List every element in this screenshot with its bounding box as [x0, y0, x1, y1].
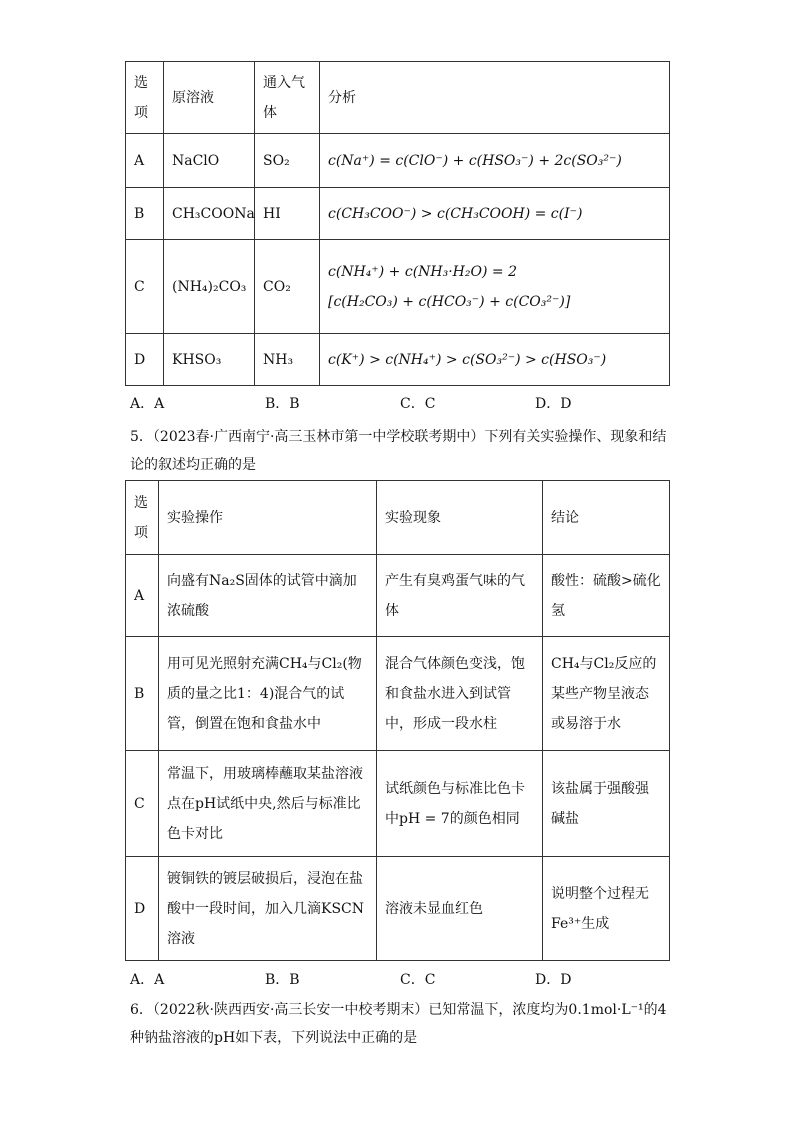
table-header-row: [126, 62, 670, 134]
phenomenon-cell: 溶液未显血红色: [377, 857, 543, 961]
answer-choice-a[interactable]: A．A: [130, 396, 165, 412]
operation-cell: 用可见光照射充满CH₄与Cl₂(物质的量之比1：4)混合气的试管，倒置在饱和食盐水中: [159, 637, 377, 751]
table-row: [126, 188, 670, 240]
option-label: B: [126, 637, 159, 751]
table-row: [126, 334, 670, 386]
operation-cell: 常温下，用玻璃棒蘸取某盐溶液点在pH试纸中央,然后与标准比色卡对比: [159, 751, 377, 857]
question5-stem: 5．（2023春·广西南宁·高三玉林市第一中学校联考期中）下列有关实验操作、现象和结论的叙述均正确的是: [130, 429, 667, 473]
question4-answer-choices: [130, 393, 670, 413]
conclusion-cell: 该盐属于强酸强碱盐: [543, 751, 670, 857]
header-phenomenon: 实验现象: [377, 481, 543, 555]
header-analysis: 分析: [320, 62, 670, 134]
solution-cell: KHSO₃: [164, 334, 255, 386]
table-row: [126, 637, 670, 751]
header-solution: 原溶液: [164, 62, 255, 134]
table-row: [126, 751, 670, 857]
phenomenon-cell: 试纸颜色与标准比色卡中pH = 7的颜色相同: [377, 751, 543, 857]
analysis-line: c(NH₄⁺) + c(NH₃·H₂O) = 2: [328, 263, 517, 280]
answer-choice-c[interactable]: C．C: [400, 396, 436, 412]
question4-options-table: [125, 61, 670, 386]
conclusion-cell: CH₄与Cl₂反应的某些产物呈液态或易溶于水: [543, 637, 670, 751]
operation-cell: 镀铜铁的镀层破损后，浸泡在盐酸中一段时间，加入几滴KSCN溶液: [159, 857, 377, 961]
table-row: [126, 857, 670, 961]
option-label: B: [126, 188, 164, 240]
question5-experiment-table: [125, 480, 670, 961]
header-gas: 通入气体: [255, 62, 320, 134]
table-header-row: [126, 481, 670, 555]
header-option: 选项: [126, 481, 159, 555]
analysis-cell: c(Na⁺) = c(ClO⁻) + c(HSO₃⁻) + 2c(SO₃²⁻): [320, 134, 670, 188]
analysis-cell: [320, 240, 670, 334]
answer-choice-d[interactable]: D．D: [535, 396, 572, 412]
table-row: [126, 555, 670, 637]
table-row: [126, 134, 670, 188]
option-label: D: [126, 334, 164, 386]
conclusion-cell: 酸性：硫酸>硫化氢: [543, 555, 670, 637]
question5-answer-choices: [130, 969, 670, 989]
answer-choice-c[interactable]: C．C: [400, 972, 436, 988]
table-row: [126, 240, 670, 334]
option-label: C: [126, 751, 159, 857]
phenomenon-cell: 混合气体颜色变浅，饱和食盐水进入到试管中，形成一段水柱: [377, 637, 543, 751]
analysis-cell: c(CH₃COO⁻) > c(CH₃COOH) = c(I⁻): [320, 188, 670, 240]
analysis-line: [c(H₂CO₃) + c(HCO₃⁻) + c(CO₃²⁻)]: [328, 293, 571, 310]
solution-cell: (NH₄)₂CO₃: [164, 240, 255, 334]
conclusion-cell: 说明整个过程无Fe³⁺生成: [543, 857, 670, 961]
header-conclusion: 结论: [543, 481, 670, 555]
option-label: C: [126, 240, 164, 334]
solution-cell: NaClO: [164, 134, 255, 188]
option-label: A: [126, 134, 164, 188]
operation-cell: 向盛有Na₂S固体的试管中滴加浓硫酸: [159, 555, 377, 637]
answer-choice-b[interactable]: B．B: [265, 972, 300, 988]
gas-cell: HI: [255, 188, 320, 240]
gas-cell: SO₂: [255, 134, 320, 188]
gas-cell: CO₂: [255, 240, 320, 334]
gas-cell: NH₃: [255, 334, 320, 386]
option-label: D: [126, 857, 159, 961]
answer-choice-a[interactable]: A．A: [130, 972, 165, 988]
question6-stem: 6．（2022秋·陕西西安·高三长安一中校考期末）已知常温下，浓度均为0.1mol·L⁻¹的4种钠盐溶液的pH如下表，下列说法中正确的是: [130, 1002, 667, 1046]
solution-cell: CH₃COONa: [164, 188, 255, 240]
phenomenon-cell: 产生有臭鸡蛋气味的气体: [377, 555, 543, 637]
analysis-cell: c(K⁺) > c(NH₄⁺) > c(SO₃²⁻) > c(HSO₃⁻): [320, 334, 670, 386]
header-option: 选项: [126, 62, 164, 134]
option-label: A: [126, 555, 159, 637]
header-operation: 实验操作: [159, 481, 377, 555]
answer-choice-b[interactable]: B．B: [265, 396, 300, 412]
answer-choice-d[interactable]: D．D: [535, 972, 572, 988]
